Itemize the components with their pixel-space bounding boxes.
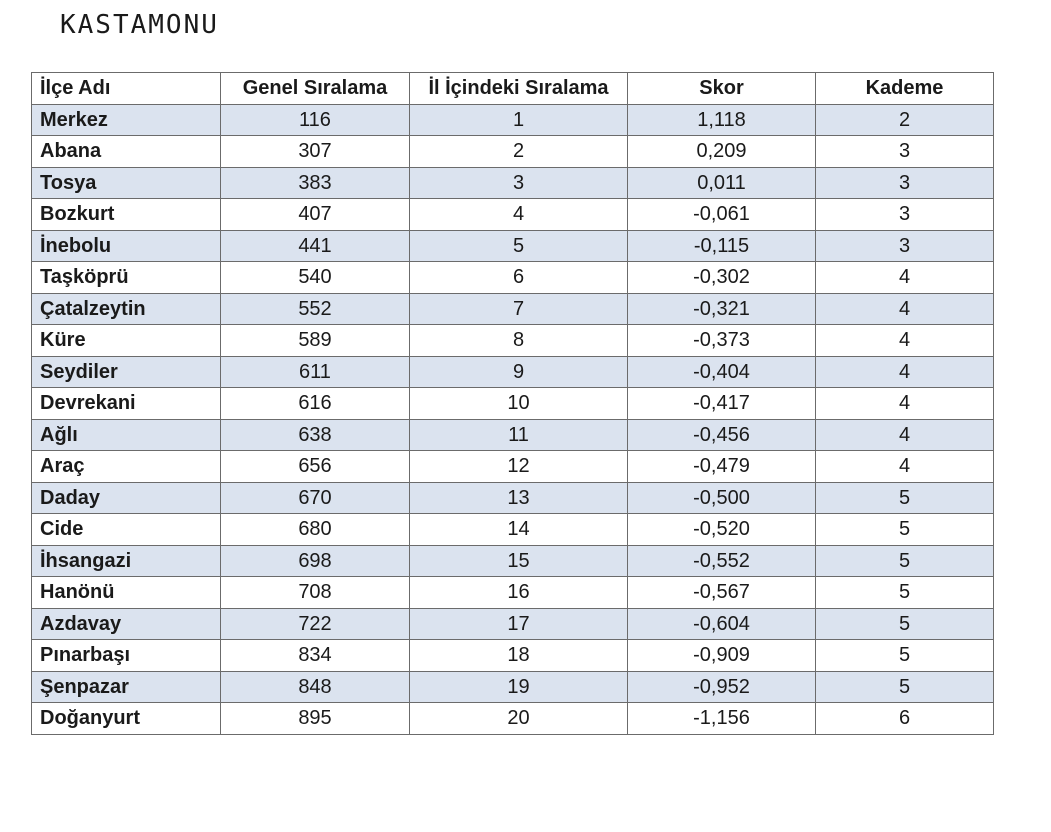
- cell-district-name: Bozkurt: [32, 199, 221, 231]
- cell-overall-rank: 611: [221, 356, 410, 388]
- cell-tier: 4: [816, 451, 994, 483]
- cell-province-rank: 7: [410, 293, 628, 325]
- cell-district-name: Şenpazar: [32, 671, 221, 703]
- cell-tier: 4: [816, 388, 994, 420]
- cell-district-name: Çatalzeytin: [32, 293, 221, 325]
- cell-province-rank: 3: [410, 167, 628, 199]
- cell-score: -0,417: [628, 388, 816, 420]
- table-row: [32, 545, 994, 577]
- cell-tier: 5: [816, 577, 994, 609]
- cell-district-name: Pınarbaşı: [32, 640, 221, 672]
- cell-score: 1,118: [628, 104, 816, 136]
- cell-overall-rank: 589: [221, 325, 410, 357]
- cell-score: -0,604: [628, 608, 816, 640]
- cell-tier: 5: [816, 482, 994, 514]
- cell-overall-rank: 670: [221, 482, 410, 514]
- table-row: [32, 388, 994, 420]
- cell-score: 0,209: [628, 136, 816, 168]
- table-row: [32, 671, 994, 703]
- cell-district-name: Devrekani: [32, 388, 221, 420]
- cell-province-rank: 14: [410, 514, 628, 546]
- cell-district-name: Daday: [32, 482, 221, 514]
- cell-province-rank: 19: [410, 671, 628, 703]
- cell-tier: 5: [816, 608, 994, 640]
- cell-overall-rank: 698: [221, 545, 410, 577]
- cell-tier: 6: [816, 703, 994, 735]
- cell-tier: 3: [816, 199, 994, 231]
- cell-score: 0,011: [628, 167, 816, 199]
- header-row: [32, 73, 994, 105]
- cell-district-name: Doğanyurt: [32, 703, 221, 735]
- district-ranking-table: [31, 72, 994, 735]
- cell-score: -1,156: [628, 703, 816, 735]
- cell-score: -0,479: [628, 451, 816, 483]
- cell-score: -0,373: [628, 325, 816, 357]
- cell-overall-rank: 708: [221, 577, 410, 609]
- cell-tier: 4: [816, 356, 994, 388]
- cell-district-name: Azdavay: [32, 608, 221, 640]
- table-row: [32, 482, 994, 514]
- cell-province-rank: 6: [410, 262, 628, 294]
- cell-overall-rank: 722: [221, 608, 410, 640]
- cell-province-rank: 18: [410, 640, 628, 672]
- cell-district-name: Hanönü: [32, 577, 221, 609]
- cell-district-name: Ağlı: [32, 419, 221, 451]
- header-district-name: İlçe Adı: [32, 73, 221, 105]
- cell-province-rank: 2: [410, 136, 628, 168]
- header-province-rank: İl İçindeki Sıralama: [410, 73, 628, 105]
- cell-district-name: Taşköprü: [32, 262, 221, 294]
- cell-overall-rank: 307: [221, 136, 410, 168]
- cell-province-rank: 9: [410, 356, 628, 388]
- cell-district-name: Küre: [32, 325, 221, 357]
- cell-tier: 4: [816, 325, 994, 357]
- cell-overall-rank: 680: [221, 514, 410, 546]
- cell-overall-rank: 441: [221, 230, 410, 262]
- cell-province-rank: 13: [410, 482, 628, 514]
- cell-overall-rank: 540: [221, 262, 410, 294]
- cell-overall-rank: 552: [221, 293, 410, 325]
- cell-tier: 3: [816, 230, 994, 262]
- cell-tier: 5: [816, 640, 994, 672]
- header-score: Skor: [628, 73, 816, 105]
- cell-score: -0,115: [628, 230, 816, 262]
- cell-score: -0,567: [628, 577, 816, 609]
- cell-tier: 3: [816, 167, 994, 199]
- cell-district-name: Seydiler: [32, 356, 221, 388]
- cell-score: -0,061: [628, 199, 816, 231]
- cell-district-name: İhsangazi: [32, 545, 221, 577]
- cell-province-rank: 4: [410, 199, 628, 231]
- table-row: [32, 262, 994, 294]
- cell-district-name: İnebolu: [32, 230, 221, 262]
- table-row: [32, 356, 994, 388]
- cell-score: -0,456: [628, 419, 816, 451]
- cell-overall-rank: 638: [221, 419, 410, 451]
- table-row: [32, 577, 994, 609]
- table-row: [32, 608, 994, 640]
- cell-province-rank: 17: [410, 608, 628, 640]
- table-row: [32, 104, 994, 136]
- cell-overall-rank: 616: [221, 388, 410, 420]
- cell-tier: 3: [816, 136, 994, 168]
- cell-province-rank: 10: [410, 388, 628, 420]
- cell-province-rank: 8: [410, 325, 628, 357]
- cell-score: -0,520: [628, 514, 816, 546]
- cell-overall-rank: 834: [221, 640, 410, 672]
- table-row: [32, 451, 994, 483]
- header-tier: Kademe: [816, 73, 994, 105]
- cell-score: -0,321: [628, 293, 816, 325]
- table-row: [32, 325, 994, 357]
- cell-district-name: Tosya: [32, 167, 221, 199]
- table-row: [32, 703, 994, 735]
- table-body: [32, 104, 994, 734]
- cell-overall-rank: 656: [221, 451, 410, 483]
- cell-province-rank: 20: [410, 703, 628, 735]
- table-row: [32, 230, 994, 262]
- cell-overall-rank: 116: [221, 104, 410, 136]
- cell-province-rank: 5: [410, 230, 628, 262]
- cell-district-name: Abana: [32, 136, 221, 168]
- cell-tier: 5: [816, 514, 994, 546]
- table-row: [32, 293, 994, 325]
- cell-district-name: Araç: [32, 451, 221, 483]
- cell-score: -0,404: [628, 356, 816, 388]
- cell-overall-rank: 407: [221, 199, 410, 231]
- cell-tier: 4: [816, 293, 994, 325]
- page-title: KASTAMONU: [60, 10, 219, 40]
- cell-tier: 5: [816, 545, 994, 577]
- cell-province-rank: 1: [410, 104, 628, 136]
- table-row: [32, 419, 994, 451]
- table-row: [32, 514, 994, 546]
- cell-score: -0,909: [628, 640, 816, 672]
- header-overall-rank: Genel Sıralama: [221, 73, 410, 105]
- cell-tier: 4: [816, 419, 994, 451]
- cell-district-name: Cide: [32, 514, 221, 546]
- cell-overall-rank: 383: [221, 167, 410, 199]
- cell-province-rank: 16: [410, 577, 628, 609]
- cell-overall-rank: 848: [221, 671, 410, 703]
- cell-province-rank: 11: [410, 419, 628, 451]
- cell-tier: 4: [816, 262, 994, 294]
- cell-tier: 5: [816, 671, 994, 703]
- cell-overall-rank: 895: [221, 703, 410, 735]
- table-row: [32, 136, 994, 168]
- cell-score: -0,552: [628, 545, 816, 577]
- cell-tier: 2: [816, 104, 994, 136]
- cell-score: -0,952: [628, 671, 816, 703]
- cell-district-name: Merkez: [32, 104, 221, 136]
- cell-province-rank: 12: [410, 451, 628, 483]
- table-header: [32, 73, 994, 105]
- table-row: [32, 167, 994, 199]
- cell-score: -0,500: [628, 482, 816, 514]
- table-row: [32, 199, 994, 231]
- cell-province-rank: 15: [410, 545, 628, 577]
- table-row: [32, 640, 994, 672]
- cell-score: -0,302: [628, 262, 816, 294]
